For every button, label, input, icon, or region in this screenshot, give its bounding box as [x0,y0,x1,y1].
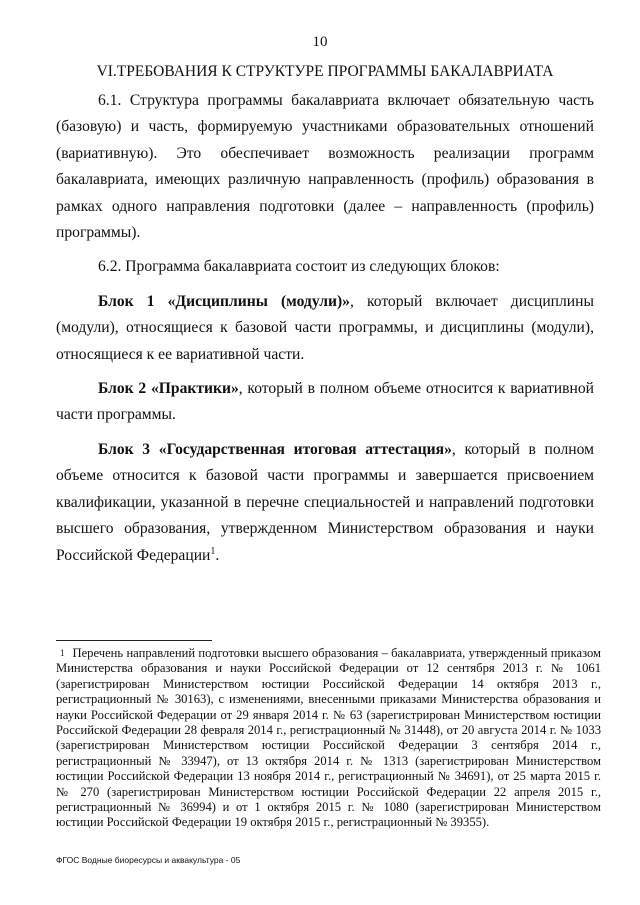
footnote-separator [56,640,212,641]
paragraph-6-1: 6.1. Структура программы бакалавриата включает обязательную часть (базовую) и часть, формируемую участниками образовательных отношений (вариативную). Это обеспечивает возможность реализации программ бакалавриата, имеющих различную направленность (профиль) образования в рамках одного направления подготовки (далее – направленность (профиль) программы). [56,92,594,242]
footnote-text: Перечень направлений подготовки высшего образования – бакалавриата, утвержденный приказом Министерства образования и науки Российской Федерации от 12 сентября 2013 г. № 1061 (зарегистрирован Министерством юстиции Российской Федерации 14 октября 2013 г., регистрационный № 30163), с изменениями, внесенными приказами Министерства образования и науки Российской Федерации от 29 января 2014 г. № 63 (зарегистрирован Министерством юстиции Российской Федерации 28 февраля 2014 г., регистрационный № 31448), от 20 августа 2014 г. № 1033 (зарегистрирован Министерством юстиции Российской Федерации 3 сентября 2014 г., регистрационный № 33947), от 13 октября 2014 г. № 1313 (зарегистрирован Министерством юстиции Российской Федерации 13 ноября 2014 г., регистрационный № 34691), от 25 марта 2015 г. № 270 (зарегистрирован Министерством юстиции Российской Федерации 22 апреля 2015 г., регистрационный № 36994) и от 1 октября 2015 г. № 1080 (зарегистрирован Министерством юстиции Российской Федерации 19 октября 2015 г., регистрационный № 39355). [56,646,601,830]
block-3-title: Блок 3 «Государственная итоговая аттестация» [98,440,452,458]
footnote-reference[interactable]: 1 [210,545,216,557]
block-2-title: Блок 2 «Практики» [98,380,239,398]
page-number: 10 [312,34,328,50]
document-body [56,88,594,569]
block-2-text: , который в полном объеме относится к вариативной части программы. [56,380,594,424]
block-1-title: Блок 1 «Дисциплины (модули)» [98,292,350,310]
footnote-mark: 1 [60,648,65,658]
block-3-text: , который в полном объеме относится к базовой части программы и завершается присвоением квалификации, указанной в перечне специальностей и направлений подготовки высшего образования, утвержденном Министерством образования и науки Российской Федерации [56,440,594,564]
block-3-end: . [215,546,220,564]
paragraph-6-2: 6.2. Программа бакалавриата состоит из следующих блоков: [98,258,500,276]
section-heading: VI.ТРЕБОВАНИЯ К СТРУКТУРЕ ПРОГРАММЫ БАКАЛАВРИАТА [96,63,554,80]
block-2-paragraph [56,376,594,429]
block-1-text: , который включает дисциплины (модули), относящиеся к базовой части программы, и дисциплины (модули), относящиеся к ее вариативной части. [56,292,594,363]
page-footer: ФГОС Водные биоресурсы и аквакультура - 05 [56,855,241,865]
block-1-paragraph [56,289,594,368]
block-3-paragraph [56,437,594,569]
footnote [56,646,601,831]
